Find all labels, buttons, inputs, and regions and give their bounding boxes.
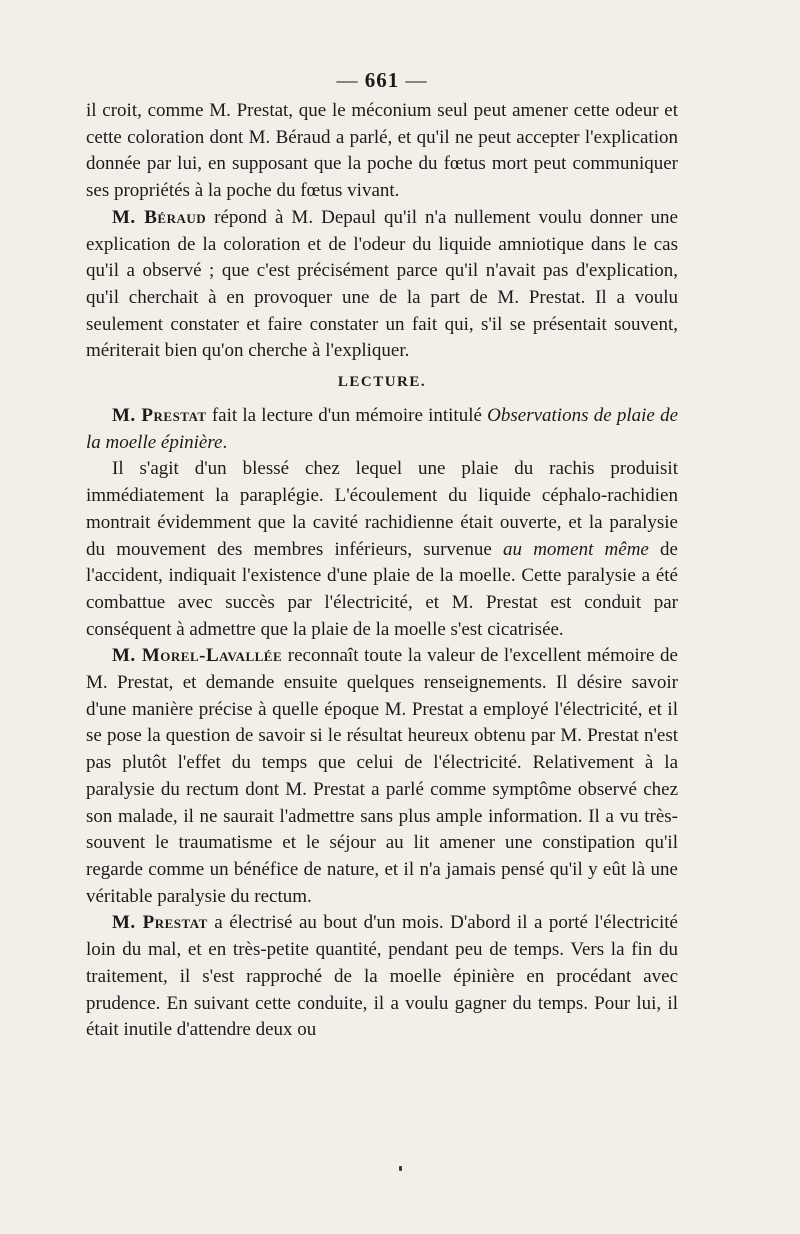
- paragraph-text: a électrisé au bout d'un mois. D'abord il a porté l'électricité loin du mal, et en très-petite quantité, pendant peu de temps. Vers la fin du traitement, il s'est rapproché de la moelle épinière en procédant avec prudence. En suivant cette conduite, il a voulu gagner du temps. Pour lui, il était inutile d'attendre deux ou: [86, 912, 678, 1041]
- emphasis-text: au moment même: [503, 538, 649, 560]
- speaker-name: M. Prestat: [112, 405, 207, 427]
- ink-speck: [399, 1166, 402, 1171]
- speaker-name: M. Béraud: [112, 206, 207, 228]
- paragraph-text: fait la lecture d'un mémoire intitulé: [206, 405, 488, 427]
- section-heading: LECTURE.: [337, 374, 427, 391]
- paragraph-prestat-reply: [86, 910, 678, 1044]
- paragraph-morel-lavallee: [86, 643, 678, 910]
- paragraph-text: il croit, comme M. Prestat, que le méconium seul peut amener cette odeur et cette coloration dont M. Béraud a parlé, et qu'il ne peut accepter l'explication donnée par lui, en supposant que la poche du fœtus mort peut communiquer ses propriétés à la poche du fœtus vivant.: [86, 100, 678, 202]
- paragraph-text: de l'accident, indiquait l'existence d'une plaie de la moelle. Cette paralysie a été combattue avec succès par l'électricité, et M. Prestat est conduit par conséquent à admettre que la plaie de la moelle s'est cicatrisée.: [86, 538, 678, 640]
- speaker-name: M. Prestat: [112, 912, 208, 934]
- paragraph-text: Il s'agit d'un blessé chez lequel une plaie du rachis produisit immédiatement la paraplégie. L'écoulement du liquide céphalo-rachidien montrait évidemment que la cavité rachidienne était ouverte, et la paralysie du mouvement des membres inférieurs, survenue: [86, 458, 678, 560]
- paragraph-continuation: [86, 98, 678, 205]
- memoir-title: Observations de plaie de la moelle épinière: [86, 405, 679, 453]
- paragraph-beraud: [86, 205, 678, 365]
- header-dash-left: —: [336, 68, 365, 92]
- paragraph-text: répond à M. Depaul qu'il n'a nullement voulu donner une explication de la coloration et de l'odeur du liquide amniotique dans le cas qu'il a observé ; que c'est précisément parce qu'il n'avait pas d'explication, qu'il cherchait à en provoquer une de la part de M. Prestat. Il a voulu seulement constater et faire constater un fait qui, s'il se présentait souvent, mériterait bien qu'on cherche à l'expliquer.: [86, 206, 678, 362]
- header-dash-right: —: [399, 68, 428, 92]
- page-header: [86, 66, 678, 94]
- paragraph-lecture-intro: [86, 403, 678, 456]
- speaker-name: M. Morel-Lavallée: [112, 645, 283, 667]
- paragraph-lecture-body: [86, 456, 678, 643]
- page-number: 661: [364, 68, 400, 92]
- paragraph-text: reconnaît toute la valeur de l'excellent mémoire de M. Prestat, et demande ensuite quelques renseignements. Il désire savoir d'une manière précise à quelle époque M. Prestat a employé l'électricité, et il se pose la question de savoir si le résultat heureux obtenu par M. Prestat n'est pas plutôt l'effet du temps que celui de l'électricité. Relativement à la paralysie du rectum dont M. Prestat a parlé comme symptôme observé chez son malade, il ne saurait l'admettre sans plus ample information. Il a vu très-souvent le traumatisme et le séjour au lit amener une constipation qu'il regarde comme un bénéfice de nature, et il n'a jamais pensé qu'il y eût là une véritable paralysie du rectum.: [86, 645, 678, 907]
- paragraph-end: .: [222, 431, 228, 453]
